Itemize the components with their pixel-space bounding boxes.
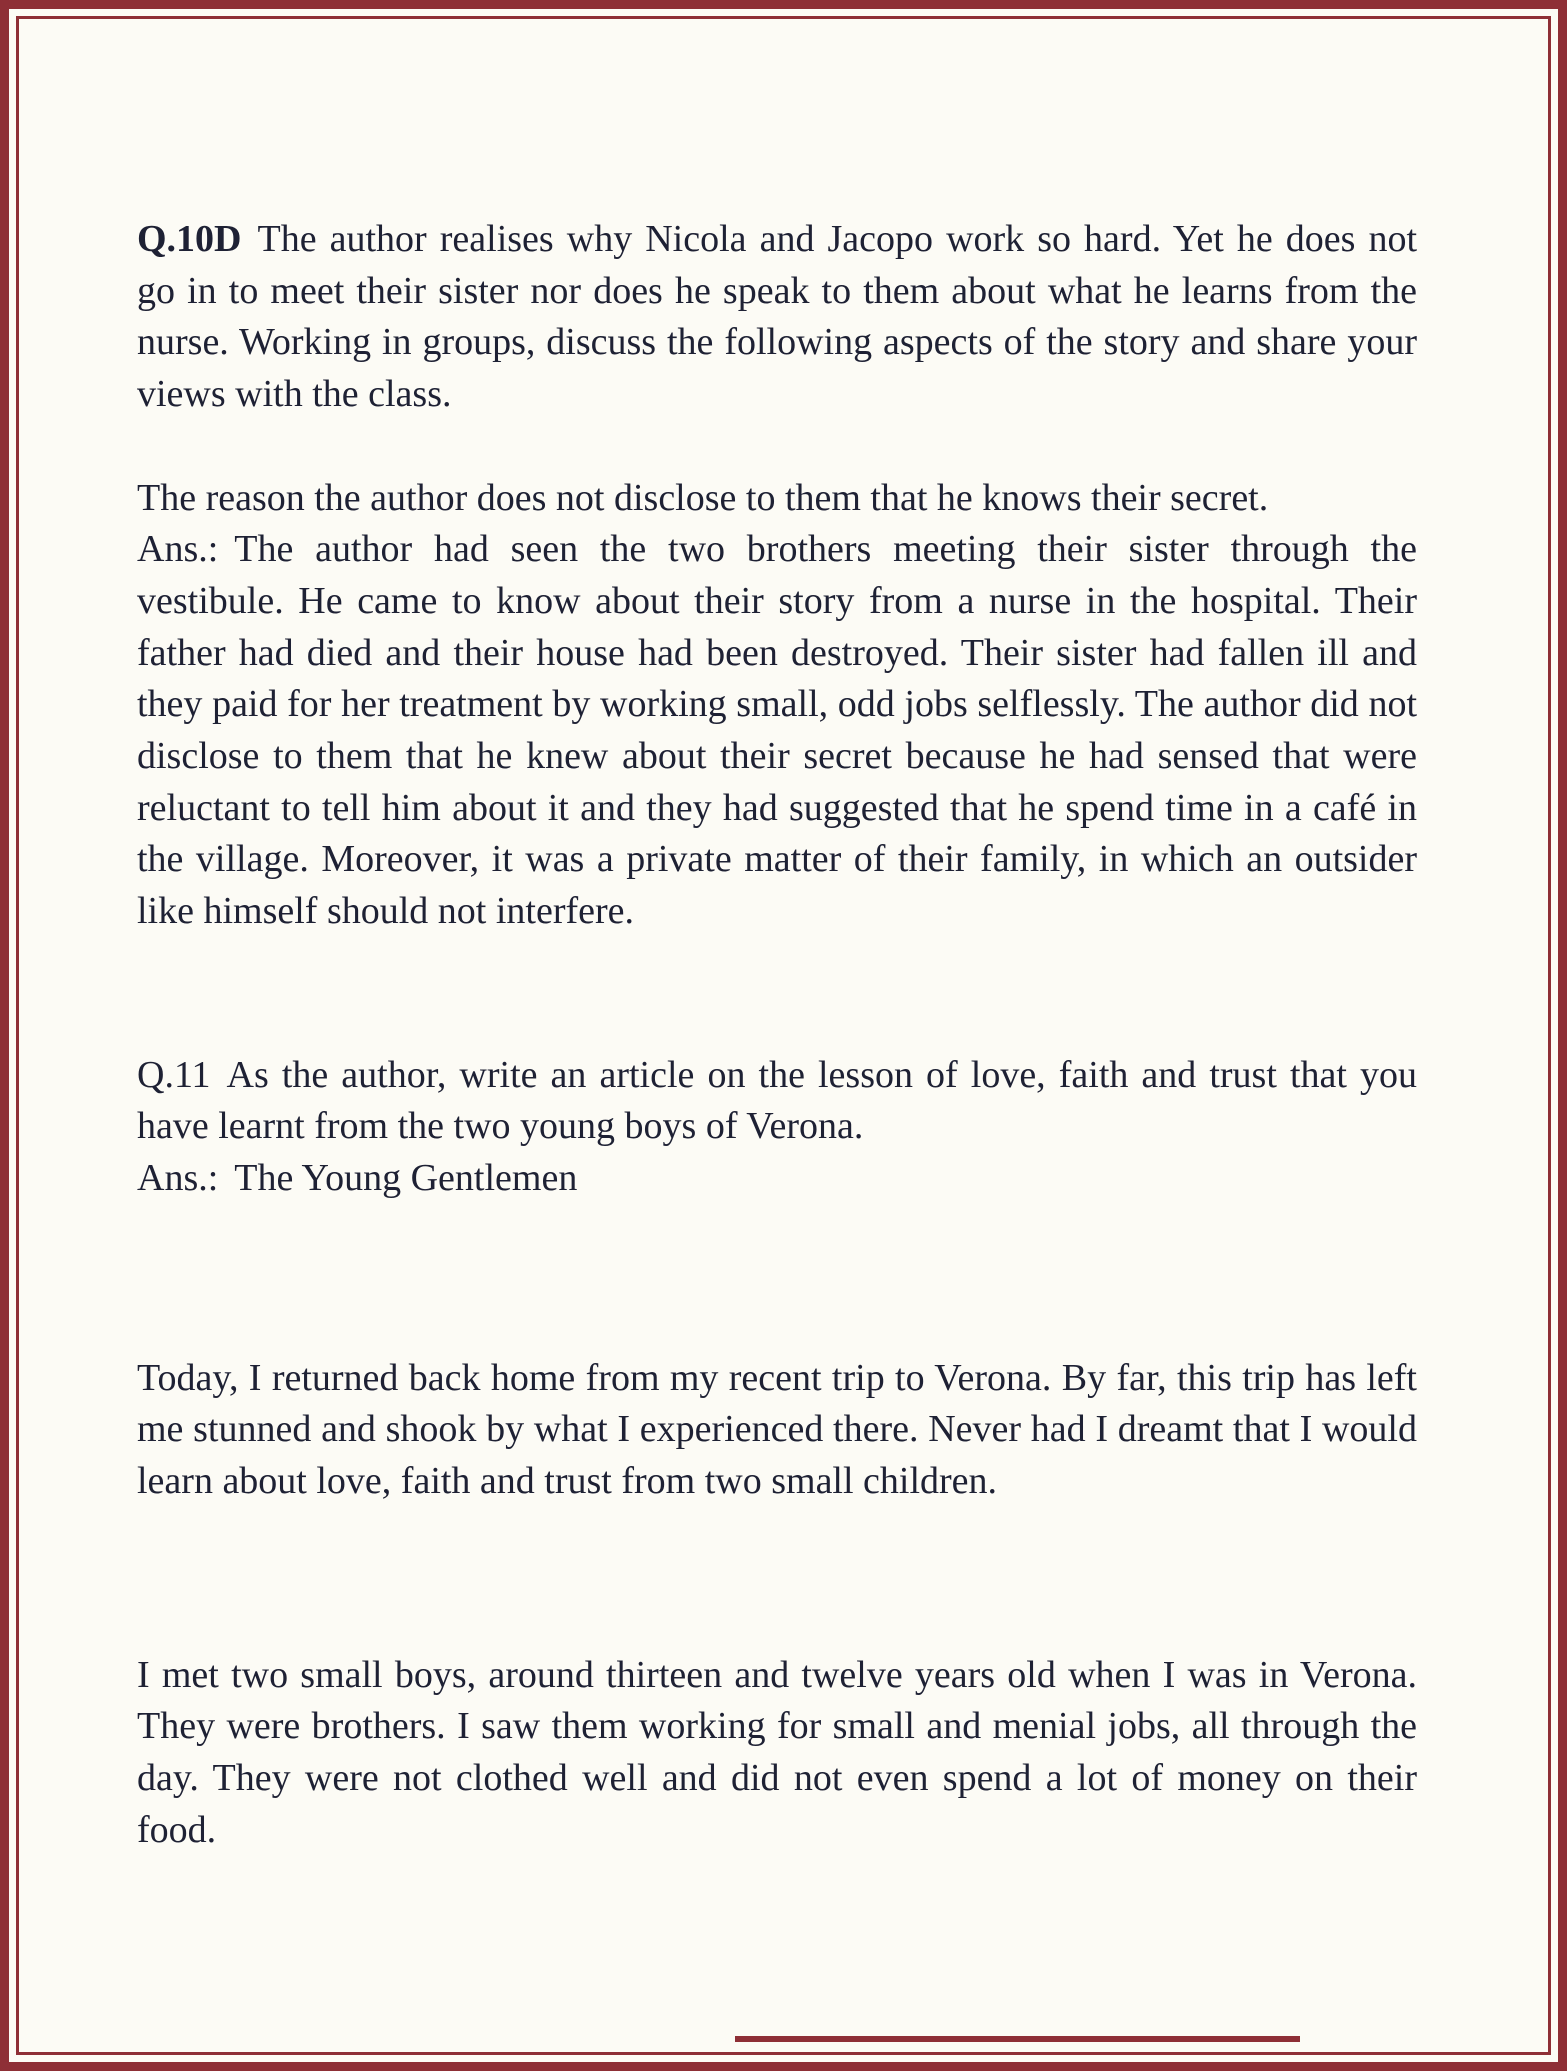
article-paragraph-1: Today, I returned back home from my recent trip to Verona. By far, this trip has left me stunned and shook by what I experienced there. Never had I dreamt that I would learn about love, faith and trust from two small children. [137, 1356, 1417, 1503]
q10d-answer [137, 524, 1417, 937]
question-q11-text: As the author, write an article on the lesson of love, faith and trust that you have learnt from the two young boys of Verona. [137, 1053, 1417, 1148]
footer-rule [735, 2036, 1300, 2042]
q10d-answer-label: Ans.: [137, 528, 219, 571]
q10d-topic-text: The reason the author does not disclose to them that he knows their secret. [137, 476, 1269, 519]
question-q10d [137, 214, 1417, 421]
question-q11-label: Q.11 [137, 1053, 211, 1096]
q11-answer-title-text: The Young Gentlemen [234, 1157, 578, 1200]
question-q10d-text: The author realises why Nicola and Jacopo work so hard. Yet he does not go in to meet their sister nor does he speak to them about what he learns from the nurse. Working in groups, discuss the following aspects of the story and share your views with the class. [137, 218, 1417, 416]
q10d-answer-text: The author had seen the two brothers meeting their sister through the vestibule. He came to know about their story from a nurse in the hospital. Their father had died and their house had been destroyed. Their sister had fallen ill and they paid for her treatment by working small, odd jobs selflessly. The author did not disclose to them that he knew about their secret because he had sensed that were reluctant to tell him about it and they had suggested that he spend time in a café in the village. Moreover, it was a private matter of their family, in which an outsider like himself should not interfere. [137, 528, 1417, 933]
article-paragraph-2: I met two small boys, around thirteen and twelve years old when I was in Verona. They were brothers. I saw them working for small and menial jobs, all through the day. They were not clothed well and did not even spend a lot of money on their food. [137, 1653, 1417, 1851]
q11-answer-title [137, 1153, 1417, 1205]
question-q11 [137, 1050, 1417, 1153]
q11-answer-label: Ans.: [137, 1157, 219, 1200]
page-inner-frame [16, 16, 1551, 2055]
q10d-topic-line [137, 473, 1417, 525]
question-q10d-label: Q.10D [137, 218, 242, 260]
